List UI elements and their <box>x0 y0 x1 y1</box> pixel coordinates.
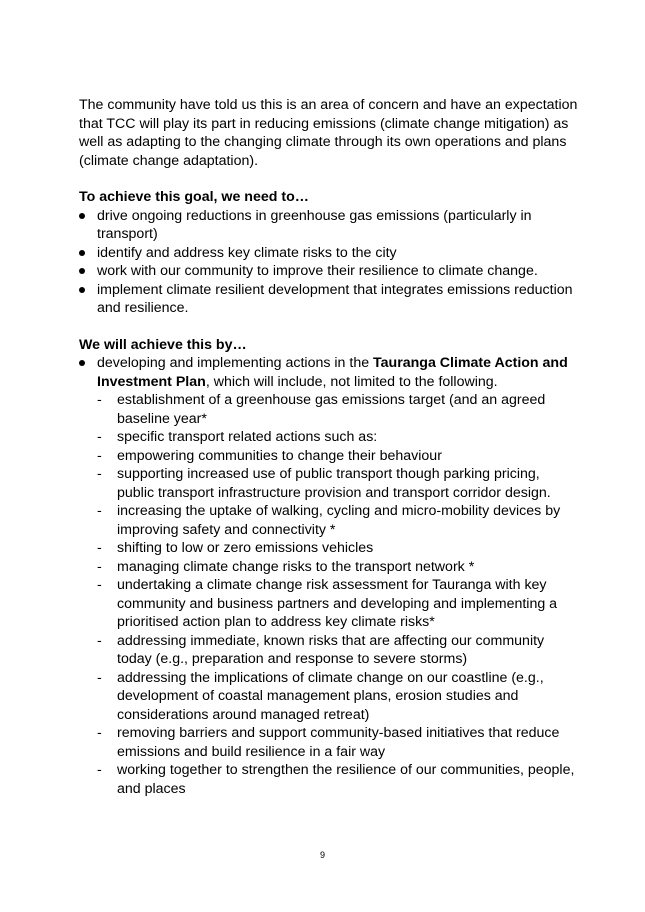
sub-item <box>97 502 579 539</box>
dash-icon: - <box>97 447 102 464</box>
dash-icon: - <box>97 577 102 593</box>
sub-item-list <box>97 391 579 798</box>
sub-item-text: establishment of a greenhouse gas emissions target (and an agreed baseline year* <box>117 392 546 427</box>
goal-item <box>79 262 579 281</box>
bullet-icon <box>79 360 85 366</box>
sub-item <box>97 632 579 669</box>
dash-icon: - <box>97 429 102 445</box>
goal-item-text: identify and address key climate risks to the city <box>97 244 397 261</box>
dash-icon: - <box>97 669 102 686</box>
plan-name: Tauranga Climate Action and Investment Plan <box>97 355 568 390</box>
page-content <box>79 96 579 798</box>
goal-item <box>79 207 579 244</box>
dash-icon: - <box>97 632 102 649</box>
goal-item-text: implement climate resilient development that integrates emissions reduction and resilience. <box>97 281 573 316</box>
sub-item-text: shifting to low or zero emissions vehicles <box>117 540 374 556</box>
sub-item-text: removing barriers and support community-based initiatives that reduce emissions and build resilience in a fair way <box>117 725 560 760</box>
dash-icon: - <box>97 540 102 556</box>
dash-icon: - <box>97 558 102 575</box>
achieve-item-suffix: , which will include, not limited to the following. <box>205 373 498 390</box>
goal-item-text: drive ongoing reductions in greenhouse gas emissions (particularly in transport) <box>97 207 532 242</box>
sub-item <box>97 465 579 502</box>
bullet-icon <box>79 213 85 219</box>
bullet-icon <box>79 287 85 293</box>
intro-paragraph: The community have told us this is an area of concern and have an expectation that TCC will play its part in reducing emissions (climate change mitigation) as well as adapting to the changing climate through its own operations and plans (climate change adaptation). <box>79 97 578 169</box>
sub-item <box>97 558 579 577</box>
sub-item-text: supporting increased use of public transport though parking pricing, public transport infrastructure provision and transport corridor design. <box>117 466 551 501</box>
sub-item-text: addressing immediate, known risks that are affecting our community today (e.g., preparation and response to severe storms) <box>117 632 545 667</box>
sub-item-text: empowering communities to change their behaviour <box>117 447 442 464</box>
sub-item <box>97 761 579 798</box>
dash-icon: - <box>97 725 102 741</box>
dash-icon: - <box>97 503 102 519</box>
bullet-icon <box>79 268 85 274</box>
goal-list <box>79 207 579 318</box>
sub-item-text: addressing the implications of climate change on our coastline (e.g., development of coastal management plans, erosion studies and considerations around managed retreat) <box>117 669 544 723</box>
dash-icon: - <box>97 466 102 482</box>
sub-item <box>97 576 579 632</box>
achieve-list <box>79 354 579 798</box>
goal-item <box>79 281 579 318</box>
achieve-heading: We will achieve this by… <box>79 336 247 353</box>
sub-item-text: working together to strengthen the resilience of our communities, people, and places <box>117 762 575 797</box>
achieve-item <box>79 354 579 798</box>
sub-item <box>97 539 579 558</box>
sub-item <box>97 447 579 466</box>
goal-item <box>79 244 579 263</box>
sub-item-text: increasing the uptake of walking, cycling and micro-mobility devices by improving safety and connectivity * <box>117 503 561 538</box>
sub-item <box>97 724 579 761</box>
dash-icon: - <box>97 392 102 408</box>
sub-item <box>97 428 579 447</box>
goal-heading: To achieve this goal, we need to… <box>79 189 309 205</box>
sub-item-text: specific transport related actions such as: <box>117 429 378 445</box>
goal-item-text: work with our community to improve their resilience to climate change. <box>97 263 538 279</box>
sub-item <box>97 669 579 725</box>
sub-item-text: managing climate change risks to the transport network * <box>117 558 475 575</box>
bullet-icon <box>79 250 85 256</box>
page-number: 9 <box>319 850 325 860</box>
dash-icon: - <box>97 762 102 778</box>
sub-item-text: undertaking a climate change risk assessment for Tauranga with key community and business partners and developing and implementing a prioritised action plan to address key climate risks* <box>117 577 558 630</box>
sub-item <box>97 391 579 428</box>
achieve-item-prefix: developing and implementing actions in the <box>97 355 374 371</box>
